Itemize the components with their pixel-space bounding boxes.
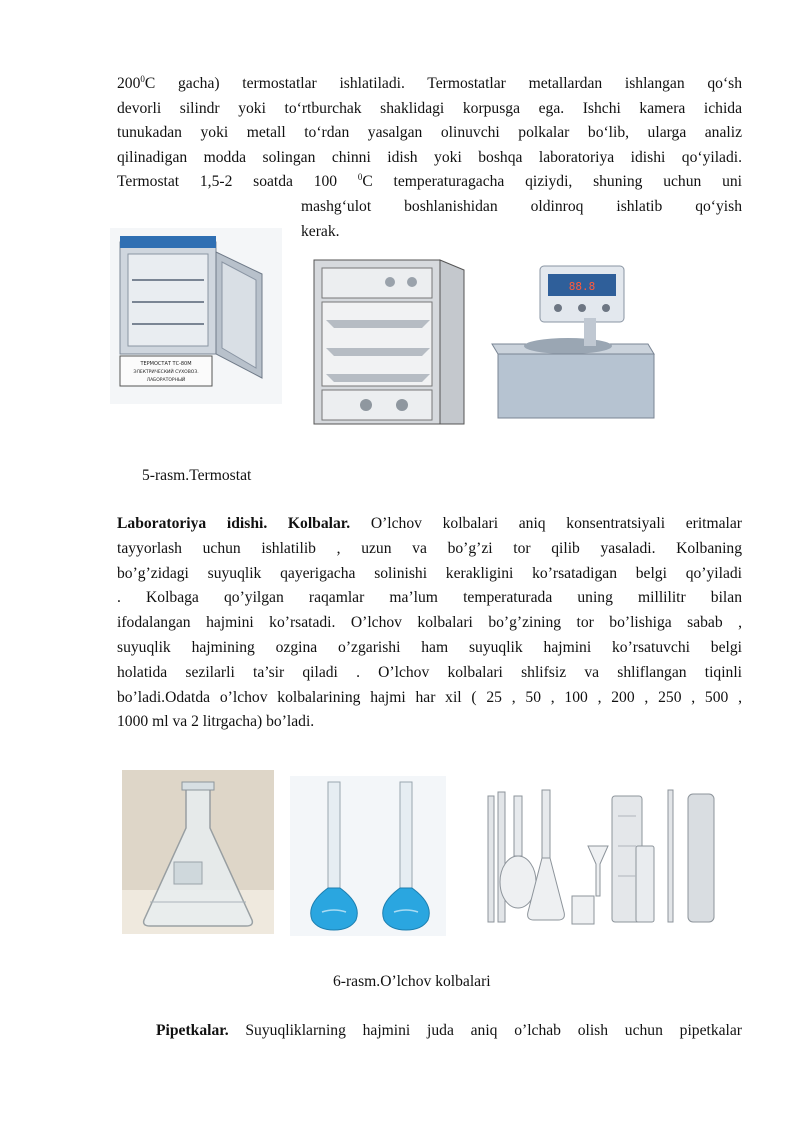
text-line: Laboratoriya idishi. Kolbalar. O’lchov kolbalari aniq konsentratsiyali eritmalar xyxy=(117,515,742,532)
paragraph-flasks xyxy=(117,512,742,735)
text-line: . Kolbaga qo’yilgan raqamlar ma’lum temperaturada uning millilitr bilan xyxy=(117,589,742,607)
text-line: Pipetkalar. Suyuqliklarning hajmini juda aniq o’lchab olish uchun pipetkalar xyxy=(156,1022,742,1039)
paragraph-pipettes xyxy=(156,1019,742,1044)
erlenmeyer-flask-image xyxy=(122,770,274,934)
water-bath-thermostat-image xyxy=(488,262,658,422)
nameplate-line: ТЕРМОСТАТ ТС-80М xyxy=(140,361,192,367)
figure-6-caption: 6-rasm.O’lchov kolbalari xyxy=(333,973,491,990)
temperature-readout: 88.8 xyxy=(568,280,596,293)
text-line: devorli silindr yoki to‘rtburchak shaklidagi korpusga ega. Ishchi kamera ichida xyxy=(117,99,742,117)
text-line: ifodalangan hajmini ko’rsatadi. O’lchov kolbalari bo’g’zining tor bo’lishiga sabab , xyxy=(117,614,742,632)
text-line: mashg‘ulot boshlanishidan oldinroq ishlatib qo‘yish xyxy=(301,198,742,215)
figure-5-caption: 5-rasm.Termostat xyxy=(142,467,252,484)
paragraph-thermostat-continued xyxy=(301,195,742,244)
text-line: $200^0C$ gacha) termostatlar ishlatiladi. Termostatlar metallardan ishlangan qo‘sh xyxy=(117,74,742,92)
text-line: suyuqlik hajmining ozgina o’zgarishi ham suyuqlik hajmini ko’rsatuvchi belgi xyxy=(117,638,742,656)
nameplate-line: ЛАБОРАТОРНЫЙ xyxy=(146,378,186,383)
volumetric-flasks-image xyxy=(290,776,446,936)
text-line: bo’g’zidagi suyuqlik qayerigacha solinishi kerakligini ko’rsatadigan belgi qo’yiladi xyxy=(117,564,742,582)
text-line: 1000 ml va 2 litrgacha) bo’ladi. xyxy=(117,713,315,731)
section-heading-pipettes: Pipetkalar. xyxy=(156,1022,229,1039)
text-line: bo’ladi.Odatda o’lchov kolbalarining hajmi har xil ( 25 , 50 , 100 , 200 , 250 , 500 , xyxy=(117,688,742,706)
nameplate-line: ЭЛЕКТРИЧЕСКИЙ СУХОВОЗ. xyxy=(133,370,199,375)
text-line: tayyorlash uchun ishlatilib , uzun va bo’g’zi tor qilib yasaladi. Kolbaning xyxy=(117,539,742,557)
text-line: holatida sezilarli ta’sir qiladi . O’lchov kolbalari shlifsiz va shliflangan tiqinli xyxy=(117,663,742,681)
glassware-set-image xyxy=(484,786,720,936)
text-line: Termostat 1,5-2 soatda 100 $^0$C temperaturagacha qiziydi, shuning uchun uni xyxy=(117,172,742,191)
text-line: kerak. xyxy=(301,222,340,240)
section-heading-flasks: Laboratoriya idishi. Kolbalar. xyxy=(117,515,351,532)
thermostat-shelf-oven-image xyxy=(306,256,468,428)
thermostat-cabinet-image xyxy=(110,228,282,404)
text-line: tunukadan yoki metall to‘rdan yasalgan olinuvchi polkalar bo‘lib, ularga analiz xyxy=(117,124,742,142)
text-line: qilinadigan modda solingan chinni idish yoki boshqa laboratoriya idishi qo‘yiladi. xyxy=(117,148,742,166)
paragraph-thermostat xyxy=(117,72,742,195)
